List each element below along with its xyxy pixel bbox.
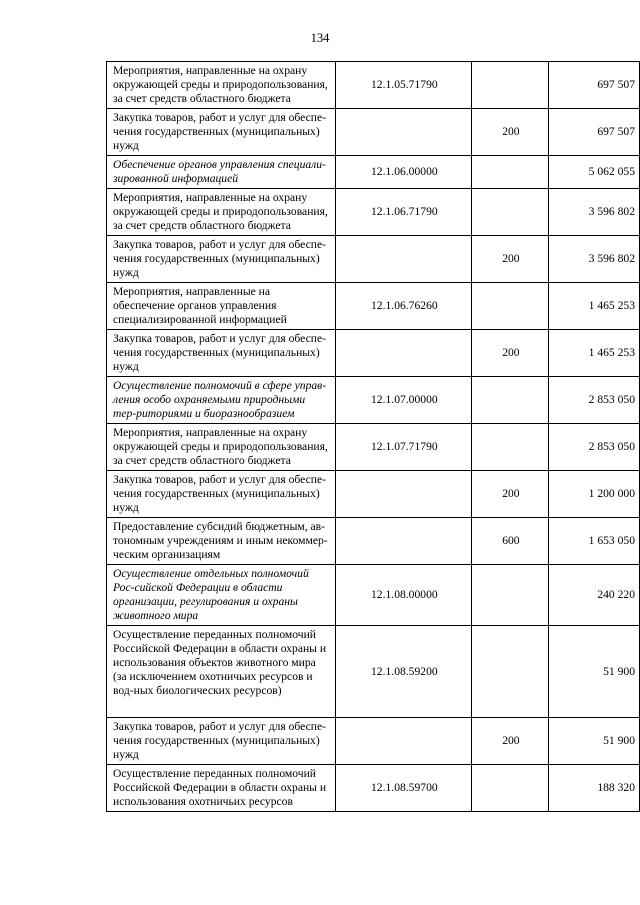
row-name-cell: Закупка товаров, работ и услуг для обеспе-чения государственных (муниципальных) нужд xyxy=(107,109,336,156)
row-code-cell xyxy=(335,330,471,377)
row-sum-cell: 1 200 000 xyxy=(548,471,639,518)
row-expense-type-cell xyxy=(472,626,549,718)
row-name-cell: Осуществление полномочий в сфере управ-ления особо охраняемыми природными тер-риториями и биоразнообразием xyxy=(107,377,336,424)
table-row xyxy=(107,156,640,189)
row-code-cell: 12.1.08.59700 xyxy=(335,765,471,812)
row-sum-cell: 697 507 xyxy=(548,62,639,109)
row-expense-type-cell: 200 xyxy=(472,330,549,377)
table-row xyxy=(107,424,640,471)
row-expense-type-cell: 200 xyxy=(472,718,549,765)
row-expense-type-cell xyxy=(472,62,549,109)
row-name-cell: Закупка товаров, работ и услуг для обеспе-чения государственных (муниципальных) нужд xyxy=(107,718,336,765)
row-sum-cell: 2 853 050 xyxy=(548,377,639,424)
row-name-cell: Мероприятия, направленные на охрану окружающей среды и природопользования, за счет средств областного бюджета xyxy=(107,424,336,471)
row-name-cell: Обеспечение органов управления специали-зированной информацией xyxy=(107,156,336,189)
table-row xyxy=(107,518,640,565)
row-sum-cell: 240 220 xyxy=(548,565,639,626)
row-sum-cell: 1 653 050 xyxy=(548,518,639,565)
row-code-cell xyxy=(335,109,471,156)
row-code-cell: 12.1.08.59200 xyxy=(335,626,471,718)
row-name-cell: Мероприятия, направленные на охрану окружающей среды и природопользования, за счет средств областного бюджета xyxy=(107,189,336,236)
row-name-cell: Осуществление отдельных полномочий Рос-сийской Федерации в области организации, регулирования и охраны животного мира xyxy=(107,565,336,626)
row-expense-type-cell xyxy=(472,377,549,424)
row-code-cell: 12.1.07.00000 xyxy=(335,377,471,424)
row-expense-type-cell: 200 xyxy=(472,109,549,156)
budget-table-body xyxy=(107,62,640,812)
row-code-cell: 12.1.06.76260 xyxy=(335,283,471,330)
row-code-cell: 12.1.07.71790 xyxy=(335,424,471,471)
row-name-cell: Закупка товаров, работ и услуг для обеспе-чения государственных (муниципальных) нужд xyxy=(107,236,336,283)
row-name-cell: Осуществление переданных полномочий Российской Федерации в области охраны и использования объектов животного мира (за исключением охотничьих ресурсов и вод-ных биологических ресурсов) xyxy=(107,626,336,718)
table-row xyxy=(107,565,640,626)
row-sum-cell: 51 900 xyxy=(548,626,639,718)
row-sum-cell: 1 465 253 xyxy=(548,283,639,330)
table-row xyxy=(107,471,640,518)
row-sum-cell: 3 596 802 xyxy=(548,189,639,236)
row-name-cell: Осуществление переданных полномочий Российской Федерации в области охраны и использования охотничьих ресурсов xyxy=(107,765,336,812)
row-expense-type-cell xyxy=(472,424,549,471)
row-sum-cell: 5 062 055 xyxy=(548,156,639,189)
page-number: 134 xyxy=(310,31,330,45)
row-expense-type-cell: 200 xyxy=(472,236,549,283)
row-code-cell: 12.1.06.00000 xyxy=(335,156,471,189)
row-expense-type-cell xyxy=(472,283,549,330)
row-code-cell xyxy=(335,518,471,565)
row-name-cell: Предоставление субсидий бюджетным, ав-тономным учреждениям и иным некоммер-ческим организациям xyxy=(107,518,336,565)
row-expense-type-cell xyxy=(472,156,549,189)
row-expense-type-cell xyxy=(472,765,549,812)
row-sum-cell: 2 853 050 xyxy=(548,424,639,471)
row-name-cell: Закупка товаров, работ и услуг для обеспе-чения государственных (муниципальных) нужд xyxy=(107,330,336,377)
table-row xyxy=(107,718,640,765)
row-code-cell: 12.1.06.71790 xyxy=(335,189,471,236)
row-code-cell xyxy=(335,236,471,283)
table-row xyxy=(107,330,640,377)
table-row xyxy=(107,377,640,424)
row-name-cell: Закупка товаров, работ и услуг для обеспе-чения государственных (муниципальных) нужд xyxy=(107,471,336,518)
row-code-cell xyxy=(335,718,471,765)
row-code-cell: 12.1.05.71790 xyxy=(335,62,471,109)
table-row xyxy=(107,62,640,109)
row-sum-cell: 3 596 802 xyxy=(548,236,639,283)
row-code-cell xyxy=(335,471,471,518)
row-sum-cell: 188 320 xyxy=(548,765,639,812)
budget-table xyxy=(106,61,640,812)
row-expense-type-cell: 200 xyxy=(472,471,549,518)
row-expense-type-cell xyxy=(472,565,549,626)
row-sum-cell: 1 465 253 xyxy=(548,330,639,377)
row-sum-cell: 697 507 xyxy=(548,109,639,156)
table-row xyxy=(107,236,640,283)
table-row xyxy=(107,765,640,812)
row-sum-cell: 51 900 xyxy=(548,718,639,765)
row-expense-type-cell: 600 xyxy=(472,518,549,565)
row-expense-type-cell xyxy=(472,189,549,236)
table-row xyxy=(107,109,640,156)
row-name-cell: Мероприятия, направленные на охрану окружающей среды и природопользования, за счет средств областного бюджета xyxy=(107,62,336,109)
row-name-cell: Мероприятия, направленные на обеспечение органов управления специализированной информацией xyxy=(107,283,336,330)
table-row xyxy=(107,626,640,718)
row-code-cell: 12.1.08.00000 xyxy=(335,565,471,626)
table-row xyxy=(107,189,640,236)
table-row xyxy=(107,283,640,330)
